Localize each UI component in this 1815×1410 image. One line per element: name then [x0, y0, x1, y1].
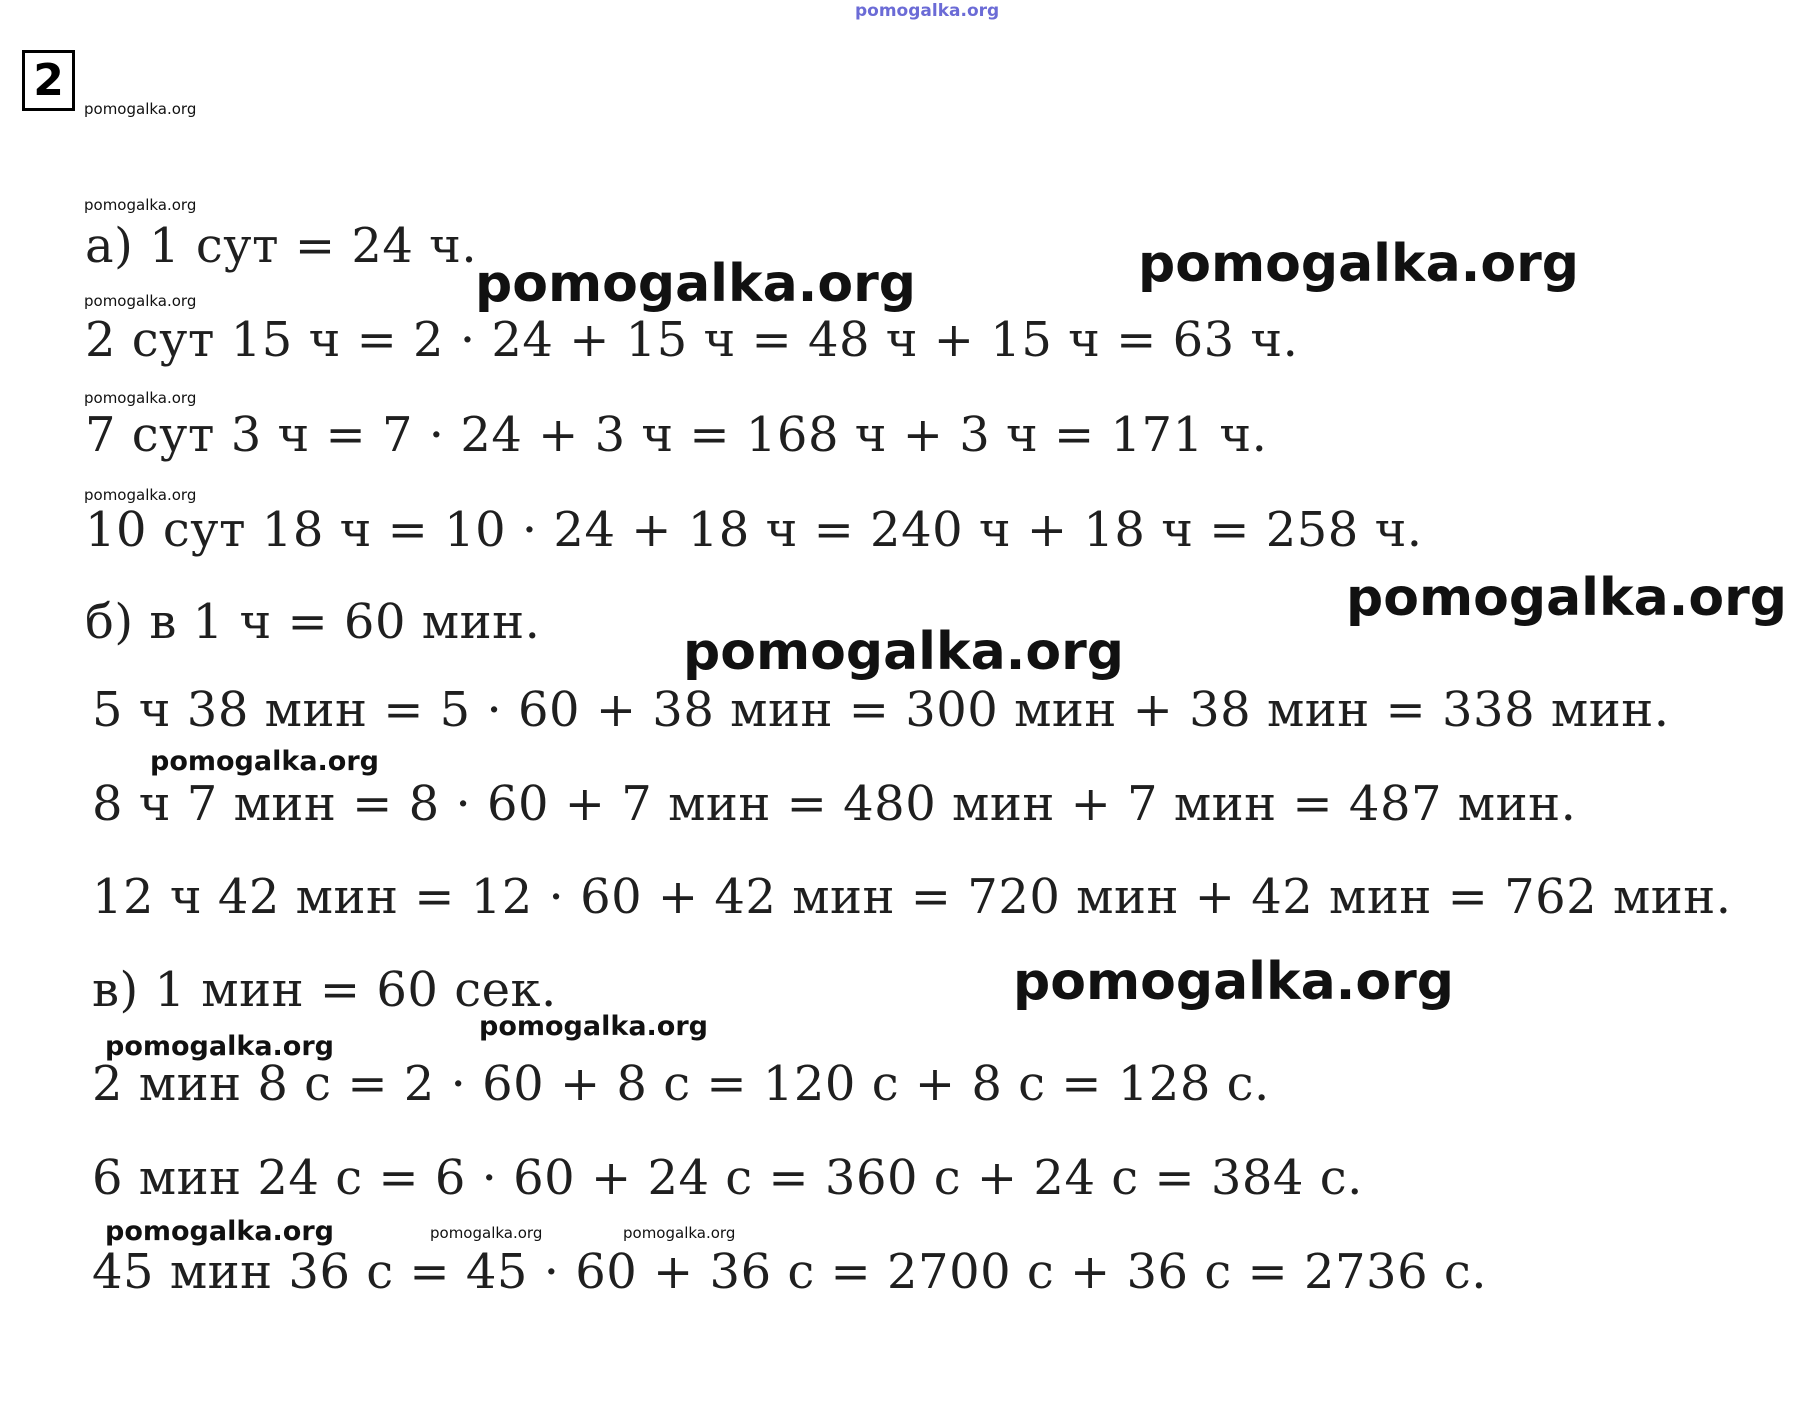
solution-line: 10 сут 18 ч = 10 · 24 + 18 ч = 240 ч + 18 ч = 258 ч. [85, 502, 1423, 558]
solution-line: 2 мин 8 с = 2 · 60 + 8 с = 120 с + 8 с = 128 с. [92, 1056, 1270, 1112]
watermark: pomogalka.org [479, 1011, 708, 1042]
watermark: pomogalka.org [430, 1224, 543, 1242]
watermark: pomogalka.org [84, 486, 197, 504]
watermark: pomogalka.org [623, 1224, 736, 1242]
watermark: pomogalka.org [84, 389, 197, 407]
top-watermark: pomogalka.org [855, 1, 1000, 21]
solution-line: 8 ч 7 мин = 8 · 60 + 7 мин = 480 мин + 7 мин = 487 мин. [92, 776, 1577, 832]
solution-line: 6 мин 24 с = 6 · 60 + 24 с = 360 с + 24 с = 384 с. [92, 1150, 1363, 1206]
watermark: pomogalka.org [84, 196, 197, 214]
solution-line: 2 сут 15 ч = 2 · 24 + 15 ч = 48 ч + 15 ч = 63 ч. [85, 312, 1299, 368]
watermark: pomogalka.org [105, 1216, 334, 1247]
solution-line: 12 ч 42 мин = 12 · 60 + 42 мин = 720 мин + 42 мин = 762 мин. [92, 869, 1732, 925]
watermark: pomogalka.org [1138, 234, 1580, 294]
watermark: pomogalka.org [150, 746, 379, 777]
solution-line: б) в 1 ч = 60 мин. [85, 594, 541, 650]
task-number-box: 2 [22, 50, 75, 111]
watermark: pomogalka.org [84, 292, 197, 310]
watermark: pomogalka.org [84, 100, 197, 118]
watermark: pomogalka.org [1013, 952, 1455, 1012]
watermark: pomogalka.org [105, 1031, 334, 1062]
watermark: pomogalka.org [683, 622, 1125, 682]
watermark: pomogalka.org [475, 254, 917, 314]
solution-line: 45 мин 36 с = 45 · 60 + 36 с = 2700 с + 36 с = 2736 с. [92, 1244, 1488, 1300]
solution-line: в) 1 мин = 60 сек. [92, 962, 557, 1018]
solution-line: 7 сут 3 ч = 7 · 24 + 3 ч = 168 ч + 3 ч = 171 ч. [85, 407, 1268, 463]
watermark: pomogalka.org [1346, 568, 1788, 628]
solution-line: 5 ч 38 мин = 5 · 60 + 38 мин = 300 мин + 38 мин = 338 мин. [92, 682, 1670, 738]
solution-line: а) 1 сут = 24 ч. [85, 218, 478, 274]
